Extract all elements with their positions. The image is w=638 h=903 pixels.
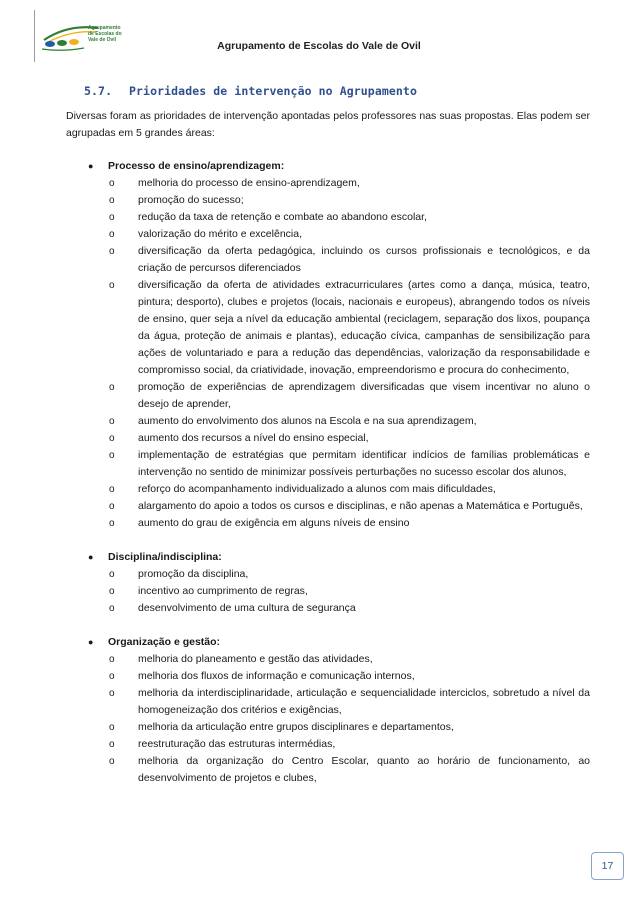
priority-areas — [66, 158, 590, 787]
circle-bullet-icon: o — [109, 212, 115, 223]
list-item: o aumento do envolvimento dos alunos na Escola e na sua aprendizagem, — [108, 413, 590, 430]
area-title: Disciplina/indisciplina: — [108, 551, 222, 563]
list-item: o desenvolvimento de uma cultura de segurança — [108, 600, 590, 617]
list-item: o melhoria do planeamento e gestão das atividades, — [108, 651, 590, 668]
circle-bullet-icon: o — [109, 195, 115, 206]
circle-bullet-icon: o — [109, 246, 115, 257]
list-item: o reforço do acompanhamento individualizado a alunos com mais dificuldades, — [108, 481, 590, 498]
circle-bullet-icon: o — [109, 722, 115, 733]
circle-bullet-icon: o — [109, 603, 115, 614]
circle-bullet-icon: o — [109, 586, 115, 597]
list-item: o aumento dos recursos a nível do ensino especial, — [108, 430, 590, 447]
list-item: o melhoria do processo de ensino-aprendizagem, — [108, 175, 590, 192]
list-item: o diversificação da oferta de atividades extracurriculares (artes como a dança, música, teatro, pintura; desporto), clubes e projetos (locais, nacionais e europeus), abrangendo todos os níveis de ensino, quer seja a nível da educação ambiental (reciclagem, separação dos lixos, poupança da água, proteção de animais e plantas), educação cívica, campanhas de sensibilização para ações de voluntariado e para a redução das dependências, valorização da responsabilidade e compromisso social, da criatividade, inovação, empreendorismo e procura do conhecimento, — [109, 279, 590, 376]
list-item: o promoção da disciplina, — [108, 566, 590, 583]
list-item: o implementação de estratégias que permitam identificar indícios de famílias problemáticas e intervenção no sentido de minimizar possíveis perturbações no sucesso escolar dos alunos, — [109, 449, 590, 478]
circle-bullet-icon: o — [109, 484, 115, 495]
circle-bullet-icon: o — [109, 501, 115, 512]
circle-bullet-icon: o — [109, 518, 115, 529]
page-number: 17 — [591, 852, 624, 880]
list-item: o valorização do mérito e excelência, — [108, 226, 590, 243]
circle-bullet-icon: o — [109, 433, 115, 444]
list-item: o promoção de experiências de aprendizagem diversificadas que visem incentivar no aluno o desejo de aprender, — [109, 381, 590, 410]
circle-bullet-icon: o — [109, 229, 115, 240]
sub-list — [108, 175, 590, 532]
bullet-icon: ● — [88, 637, 94, 647]
bullet-icon: ● — [88, 552, 94, 562]
list-item: o aumento do grau de exigência em alguns níveis de ensino — [108, 515, 590, 532]
area-title: Processo de ensino/aprendizagem: — [108, 160, 285, 172]
section-number: 5.7. — [84, 84, 113, 98]
list-item: o promoção do sucesso; — [108, 192, 590, 209]
circle-bullet-icon: o — [109, 280, 115, 291]
sub-list — [108, 566, 590, 617]
logo-text: Agrupamento de Escolas do Vale de Ovil — [88, 25, 122, 43]
circle-bullet-icon: o — [109, 416, 115, 427]
list-item: o melhoria da organização do Centro Escolar, quanto ao horário de funcionamento, ao desenvolvimento de projetos e clubes, — [109, 755, 590, 784]
list-item: o alargamento do apoio a todos os cursos e disciplinas, e não apenas a Matemática e Português, — [108, 498, 590, 515]
area-ensino-aprendizagem — [66, 158, 590, 532]
area-organizacao-gestao — [66, 634, 590, 787]
header-divider — [34, 10, 35, 62]
circle-bullet-icon: o — [109, 450, 115, 461]
circle-bullet-icon: o — [109, 569, 115, 580]
list-item: o melhoria da articulação entre grupos disciplinares e departamentos, — [108, 719, 590, 736]
circle-bullet-icon: o — [109, 382, 115, 393]
list-item: o melhoria da interdisciplinaridade, articulação e sequencialidade interciclos, sobretudo a nível da homogeneização dos critérios e exigências, — [109, 687, 590, 716]
bullet-icon: ● — [88, 161, 94, 171]
sub-list — [108, 651, 590, 787]
intro-paragraph: Diversas foram as prioridades de intervenção apontadas pelos professores nas suas propostas. Elas podem ser agrupadas em 5 grandes áreas: — [66, 110, 590, 139]
section-title: Prioridades de intervenção no Agrupamento — [129, 84, 417, 98]
header-title: Agrupamento de Escolas do Vale de Ovil — [217, 40, 421, 52]
list-item: o reestruturação das estruturas intermédias, — [108, 736, 590, 753]
list-item: o melhoria dos fluxos de informação e comunicação internos, — [108, 668, 590, 685]
section-heading — [84, 84, 417, 98]
area-disciplina — [66, 549, 590, 617]
circle-bullet-icon: o — [109, 688, 115, 699]
circle-bullet-icon: o — [109, 756, 115, 767]
circle-bullet-icon: o — [109, 739, 115, 750]
area-title: Organização e gestão: — [108, 636, 221, 648]
list-item: o incentivo ao cumprimento de regras, — [108, 583, 590, 600]
list-item: o diversificação da oferta pedagógica, incluindo os cursos profissionais e tecnológicos, e da criação de percursos diferenciados — [109, 245, 590, 274]
list-item: o redução da taxa de retenção e combate ao abandono escolar, — [108, 209, 590, 226]
circle-bullet-icon: o — [109, 654, 115, 665]
circle-bullet-icon: o — [109, 178, 115, 189]
circle-bullet-icon: o — [109, 671, 115, 682]
